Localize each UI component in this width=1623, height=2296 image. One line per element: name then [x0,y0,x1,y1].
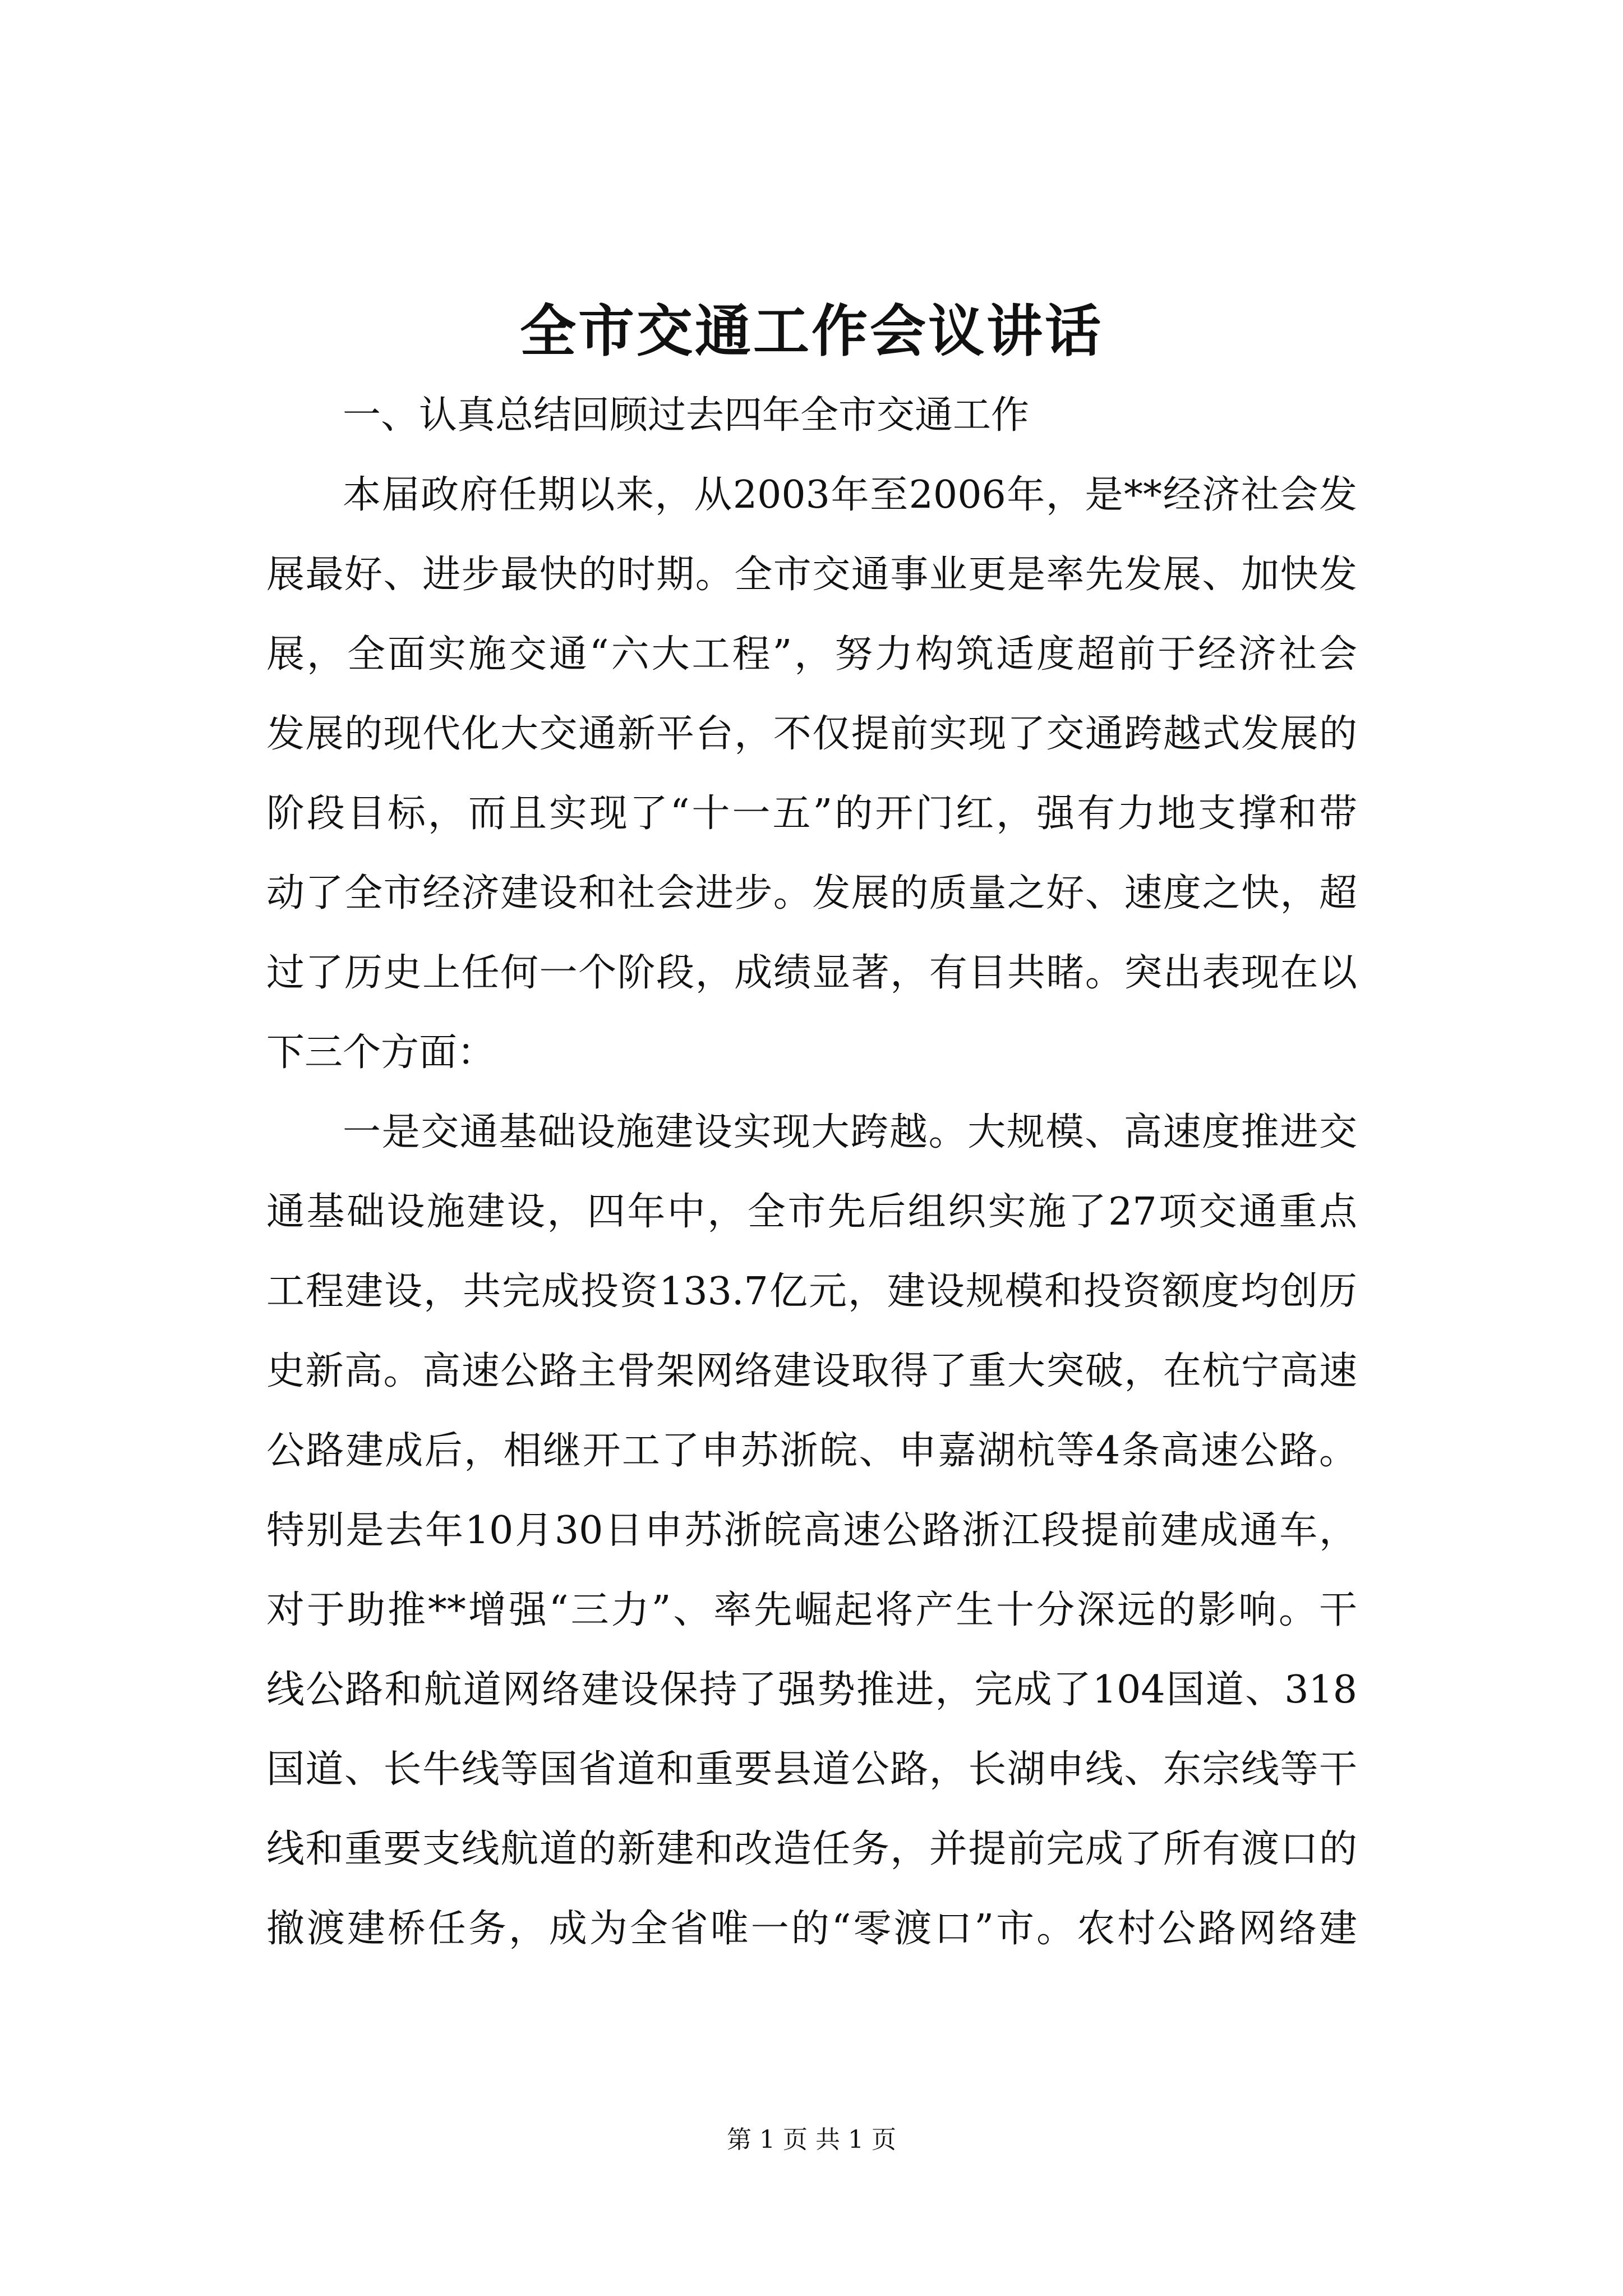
paragraph-line: 线和重要支线航道的新建和改造任务，并提前完成了所有渡口的 [266,1827,1357,1871]
paragraph-line: 过了历史上任何一个阶段，成绩显著，有目共睹。突出表现在以 [266,951,1357,995]
paragraph-line: 对于助推**增强“三力”、率先崛起将产生十分深远的影响。干 [266,1588,1357,1632]
paragraph-line: 展，全面实施交通“六大工程”，努力构筑适度超前于经济社会 [266,632,1357,677]
paragraph-line: 一是交通基础设施建设实现大跨越。大规模、高速度推进交 [343,1110,1357,1154]
document-title: 全市交通工作会议讲话 [520,298,1103,364]
paragraph-line: 线公路和航道网络建设保持了强势推进，完成了104国道、318 [266,1668,1357,1712]
paragraph-line: 阶段目标，而且实现了“十一五”的开门红，强有力地支撑和带 [266,792,1357,836]
paragraph-line: 动了全市经济建设和社会进步。发展的质量之好、速度之快，超 [266,871,1357,915]
paragraph-line: 公路建成后，相继开工了申苏浙皖、申嘉湖杭等4条高速公路。 [266,1429,1357,1473]
paragraph-line: 撤渡建桥任务，成为全省唯一的“零渡口”市。农村公路网络建 [266,1907,1357,1951]
paragraph-line: 国道、长牛线等国省道和重要县道公路，长湖申线、东宗线等干 [266,1747,1357,1792]
paragraph-line: 展最好、进步最快的时期。全市交通事业更是率先发展、加快发 [266,553,1357,597]
paragraph-line: 下三个方面： [266,1030,496,1075]
paragraph-line: 特别是去年10月30日申苏浙皖高速公路浙江段提前建成通车， [266,1508,1357,1553]
document-body [266,376,1357,1969]
paragraph-line: 工程建设，共完成投资133.7亿元，建设规模和投资额度均创历 [266,1269,1357,1314]
section-heading: 一、认真总结回顾过去四年全市交通工作 [343,393,1030,438]
paragraph-line: 本届政府任期以来，从2003年至2006年，是**经济社会发 [343,473,1357,517]
paragraph-line: 通基础设施建设，四年中，全市先后组织实施了27项交通重点 [266,1190,1357,1234]
paragraph-line: 史新高。高速公路主骨架网络建设取得了重大突破，在杭宁高速 [266,1349,1357,1393]
page-footer: 第 1 页 共 1 页 [727,2125,896,2154]
paragraph-line: 发展的现代化大交通新平台，不仅提前实现了交通跨越式发展的 [266,712,1357,756]
